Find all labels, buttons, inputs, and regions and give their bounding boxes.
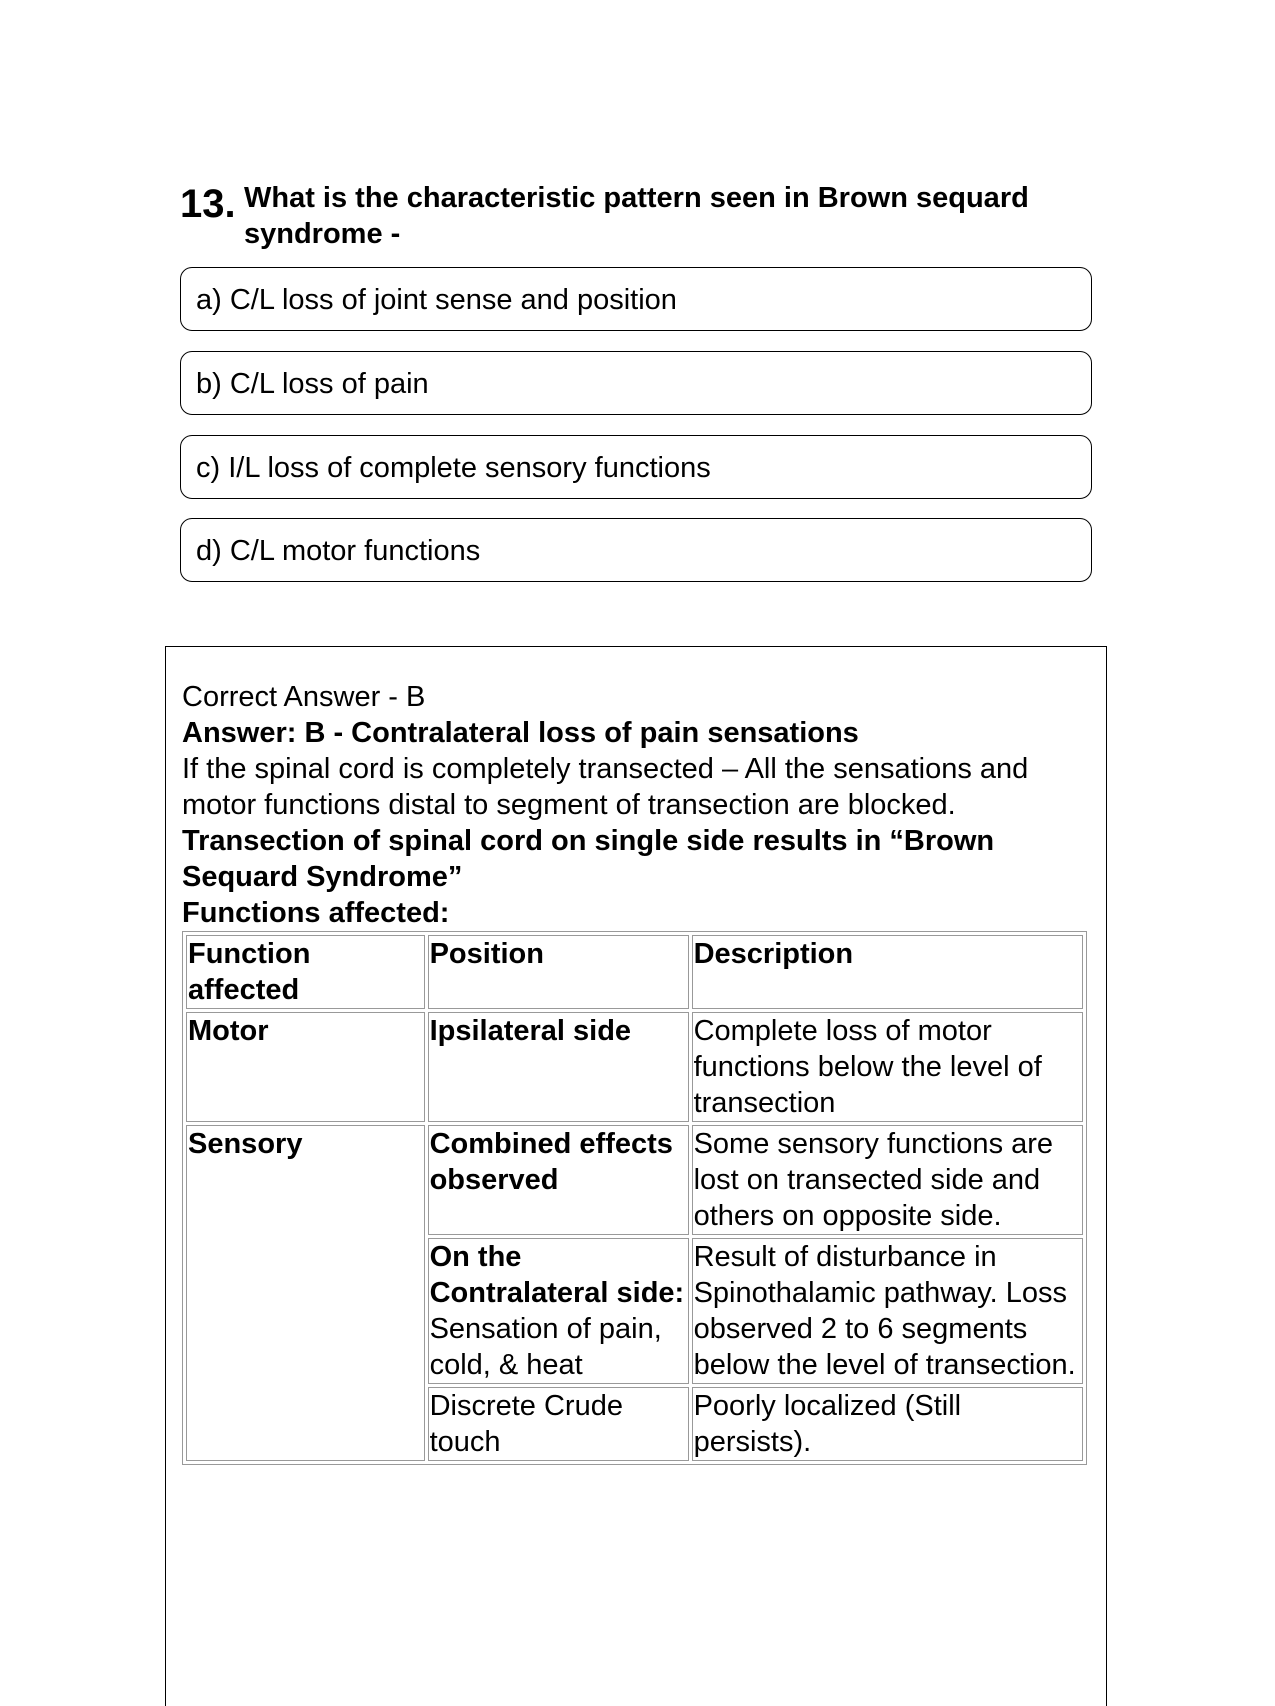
position-detail: Sensation of pain, cold, & heat [429, 1313, 662, 1381]
table-cell-position: Discrete Crude touch [428, 1387, 689, 1461]
table-cell-description: Complete loss of motor functions below the level of transection [692, 1012, 1083, 1122]
table-cell-position [428, 1238, 689, 1384]
functions-affected-heading: Functions affected: [182, 897, 450, 929]
table-cell-position: Combined effects observed [428, 1125, 689, 1235]
answer-panel [165, 646, 1107, 1706]
question-number: 13. [180, 182, 236, 226]
correct-answer-text: Correct Answer - B [182, 681, 426, 713]
option-a-button[interactable]: a) C/L loss of joint sense and position [180, 267, 1092, 331]
table-cell-description: Result of disturbance in Spinothalamic pathway. Loss observed 2 to 6 segments below the level of transection. [692, 1238, 1083, 1384]
table-cell-function: Sensory [186, 1125, 425, 1461]
table-header-cell: Position [428, 935, 689, 1009]
option-c-button[interactable]: c) I/L loss of complete sensory functions [180, 435, 1092, 499]
answer-content [182, 679, 1082, 1465]
table-cell-description: Poorly localized (Still persists). [692, 1387, 1083, 1461]
answer-paragraph-2: Transection of spinal cord on single side results in “Brown Sequard Syndrome” [182, 825, 995, 893]
table-cell-description: Some sensory functions are lost on transected side and others on opposite side. [692, 1125, 1083, 1235]
functions-table [182, 931, 1087, 1465]
table-cell-position: Ipsilateral side [428, 1012, 689, 1122]
table-header-cell: Function affected [186, 935, 425, 1009]
table-cell-function: Motor [186, 1012, 425, 1122]
table-header-cell: Description [692, 935, 1083, 1009]
question-text: What is the characteristic pattern seen in Brown sequard syndrome - [244, 182, 1029, 250]
option-b-button[interactable]: b) C/L loss of pain [180, 351, 1092, 415]
table-header-row [186, 935, 1083, 1009]
answer-paragraph-1: If the spinal cord is completely transected – All the sensations and motor functions distal to segment of transection are blocked. [182, 753, 1029, 821]
table-row [186, 1012, 1083, 1122]
position-emphasis: On the Contralateral side: [429, 1241, 685, 1309]
answer-headline: Answer: B - Contralateral loss of pain sensations [182, 717, 859, 749]
option-d-button[interactable]: d) C/L motor functions [180, 518, 1092, 582]
table-row [186, 1125, 1083, 1235]
